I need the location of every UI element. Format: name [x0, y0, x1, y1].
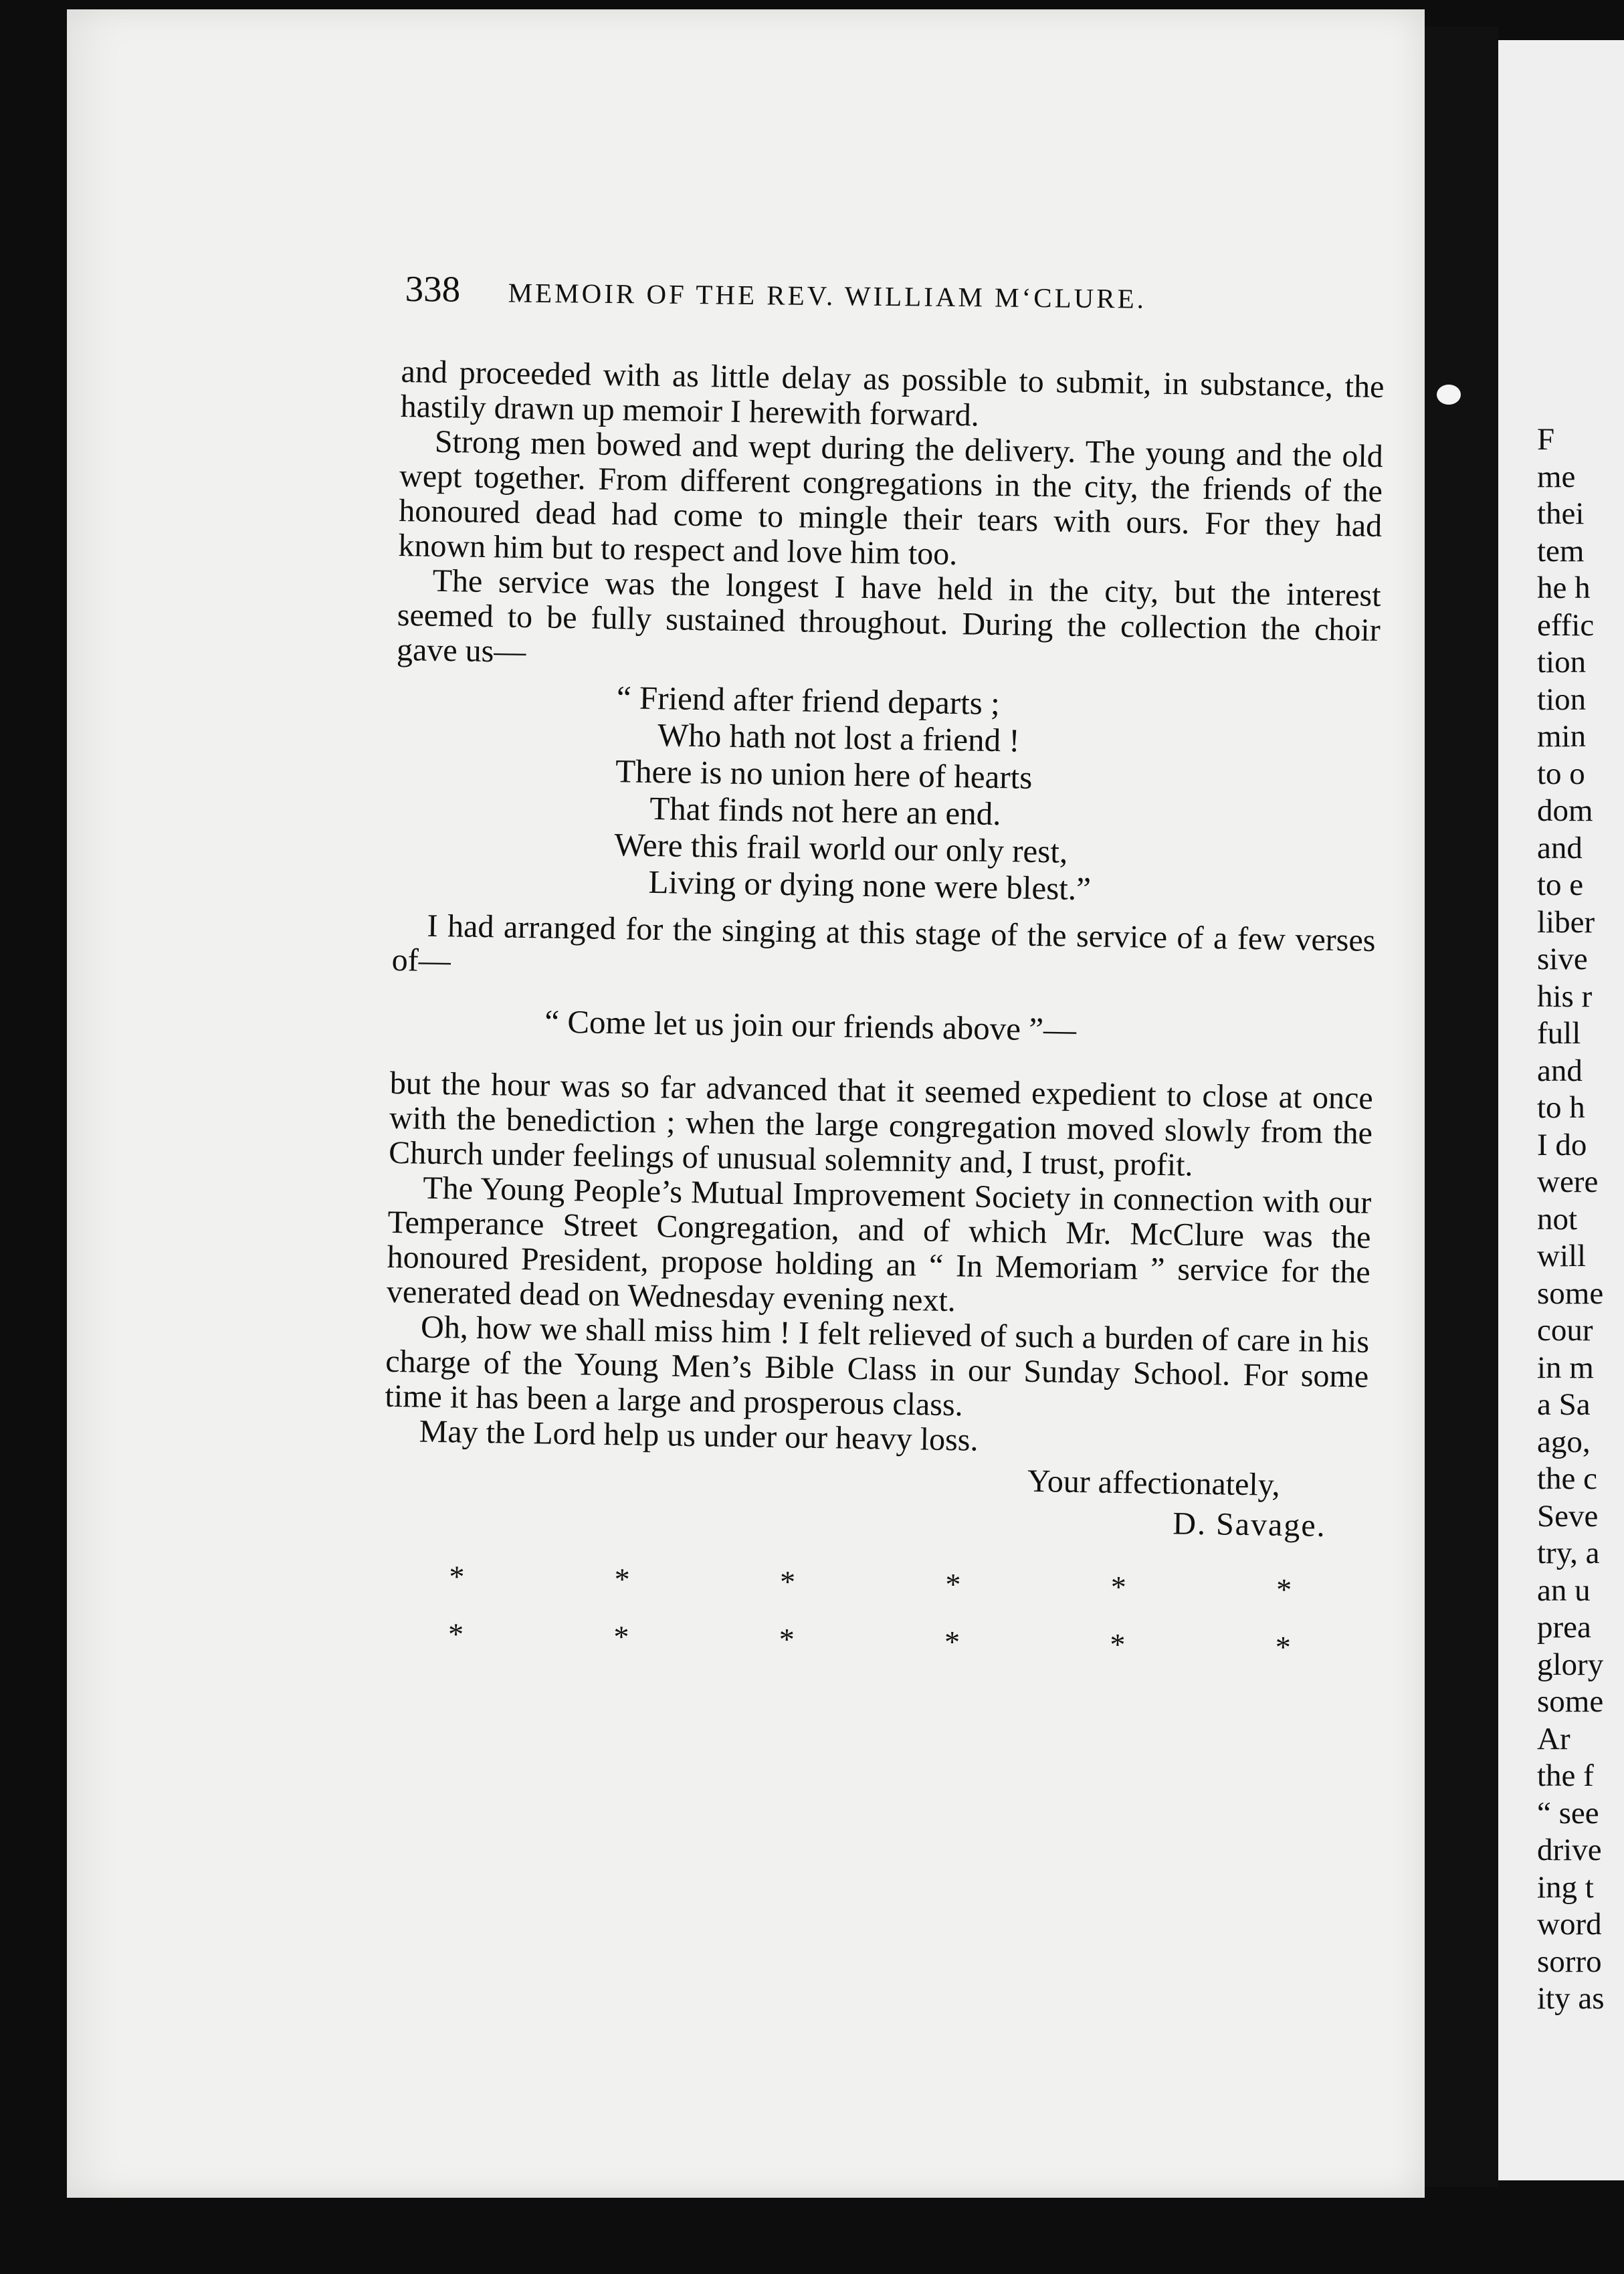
facing-page-line: cour — [1537, 1313, 1593, 1348]
verse-line: Were this frail world our only rest, — [614, 826, 1068, 870]
hymn-verse — [613, 679, 1379, 912]
paragraph-8: May the Lord help us under our heavy loss. — [419, 1413, 979, 1458]
facing-page-line: Ar — [1537, 1721, 1570, 1756]
facing-page-line: tem — [1537, 533, 1585, 568]
facing-page-line: will — [1537, 1239, 1587, 1273]
facing-page-line: try, a — [1537, 1536, 1600, 1570]
star-ornament: * — [448, 1559, 465, 1594]
facing-page-line: sive — [1537, 942, 1588, 976]
facing-page-line: and — [1537, 830, 1583, 865]
hymn-title-quote: “ Come let us join our friends above ”— — [544, 1003, 1077, 1048]
star-ornament: * — [1275, 1629, 1292, 1665]
facing-page-line: he h — [1537, 571, 1591, 605]
paragraph-7: Oh, how we shall miss him ! I felt relieved of such a burden of care in his charge of the Young Men’s Bible Class in our Sunday School. For some time it has been a large and prosperous class. — [385, 1309, 1370, 1423]
facing-page-line: in m — [1537, 1350, 1594, 1385]
verse-line: Who hath not lost a friend ! — [657, 716, 1021, 759]
facing-page-line: tion — [1537, 645, 1587, 680]
facing-page-line: thei — [1537, 496, 1585, 531]
star-ornament: * — [779, 1564, 796, 1599]
facing-page-line: I do — [1537, 1127, 1587, 1162]
section-break-stars-row-1 — [382, 1556, 1366, 1611]
facing-page-line: full — [1537, 1016, 1581, 1051]
facing-page-line: an u — [1537, 1572, 1591, 1608]
facing-page-line: F — [1537, 422, 1555, 457]
paragraph-3: The service was the longest I have held in the city, but the interest seemed to be fully sustained throughout. During the collection the choir gave us— — [396, 562, 1381, 669]
facing-page-line: the c — [1537, 1461, 1598, 1496]
facing-page-line: to o — [1537, 756, 1585, 791]
facing-page-line: effic — [1537, 607, 1595, 643]
facing-page-line: ity as — [1537, 1981, 1605, 2016]
letter-closing: Your affectionately, — [1027, 1463, 1281, 1503]
verse-line: There is no union here of hearts — [615, 752, 1033, 796]
facing-page-line: his r — [1537, 978, 1593, 1014]
facing-page-line: to h — [1537, 1090, 1585, 1125]
page-body — [381, 354, 1384, 1669]
page-hole — [1437, 385, 1461, 405]
star-ornament: * — [779, 1622, 795, 1657]
star-ornament: * — [1110, 1569, 1127, 1605]
star-ornament: * — [944, 1624, 960, 1659]
facing-page-line: min — [1537, 719, 1587, 754]
facing-page-line: some — [1537, 1684, 1604, 1719]
facing-page-text — [1537, 421, 1624, 2018]
facing-page-line: liber — [1537, 904, 1595, 940]
facing-page-line: dom — [1537, 793, 1593, 828]
paragraph-1: and proceeded with as little delay as possible to submit, in substance, the hastily drawn up memoir I herewith forward. — [400, 354, 1385, 433]
facing-page-line: Seve — [1537, 1498, 1599, 1534]
facing-page-line: word — [1537, 1907, 1602, 1942]
running-head: MEMOIR OF THE REV. WILLIAM M‘CLURE. — [508, 277, 1147, 314]
page-number: 338 — [405, 268, 461, 310]
paragraph-2: Strong men bowed and wept during the delivery. The young and the old wept together. From different congregations in the city, the friends of the honoured dead had come to mingle their tears with ours. For they had known him but to respect and love him too. — [398, 423, 1384, 573]
facing-page-line: a Sa — [1537, 1387, 1591, 1422]
page-header — [405, 268, 1275, 318]
facing-page-line: “ see — [1537, 1795, 1599, 1831]
facing-page-line: the f — [1537, 1758, 1594, 1793]
star-ornament: * — [944, 1567, 961, 1602]
star-ornament: * — [1110, 1627, 1126, 1662]
facing-page-line: to e — [1537, 867, 1584, 902]
verse-line: Living or dying none were blest.” — [648, 863, 1092, 908]
facing-page-line: ing t — [1537, 1869, 1594, 1905]
paragraph-5: but the hour was so far advanced that it seemed expedient to close at once with the benediction ; when the large congregation moved slowly from the Church under feelings of unusual solemnity and, I trust, profit. — [388, 1065, 1374, 1183]
star-ornament: * — [613, 1619, 629, 1654]
facing-page-line: tion — [1537, 682, 1587, 717]
facing-page-line: were — [1537, 1164, 1599, 1199]
book-gutter — [1425, 27, 1498, 2187]
facing-page-line: ago, — [1537, 1424, 1591, 1459]
star-ornament: * — [447, 1617, 464, 1651]
verse-line: “ Friend after friend departs ; — [616, 679, 1001, 722]
letter-signature: D. Savage. — [1172, 1506, 1327, 1544]
facing-page-line: glory — [1537, 1647, 1604, 1682]
facing-page-line: prea — [1537, 1610, 1591, 1645]
star-ornament: * — [614, 1562, 631, 1596]
facing-page-line: not — [1537, 1201, 1578, 1237]
facing-page-line: some — [1537, 1275, 1604, 1311]
facing-page — [1498, 40, 1624, 2180]
facing-page-line: me — [1537, 459, 1576, 494]
facing-page-line: sorro — [1537, 1944, 1602, 1979]
verse-line: That finds not here an end. — [649, 789, 1001, 833]
paragraph-6: The Young People’s Mutual Improvement Society in connection with our Temperance Street Congregation, and of which Mr. McClure was the honoured President, propose holding an “ In Memoriam ” service for the venerated dead on Wednesday evening next. — [386, 1170, 1372, 1319]
star-ornament: * — [1276, 1572, 1292, 1607]
paragraph-4: I had arranged for the singing at this stage of the service of a few verses of— — [391, 908, 1376, 979]
facing-page-line: drive — [1537, 1833, 1602, 1867]
facing-page-line: and — [1537, 1053, 1583, 1088]
